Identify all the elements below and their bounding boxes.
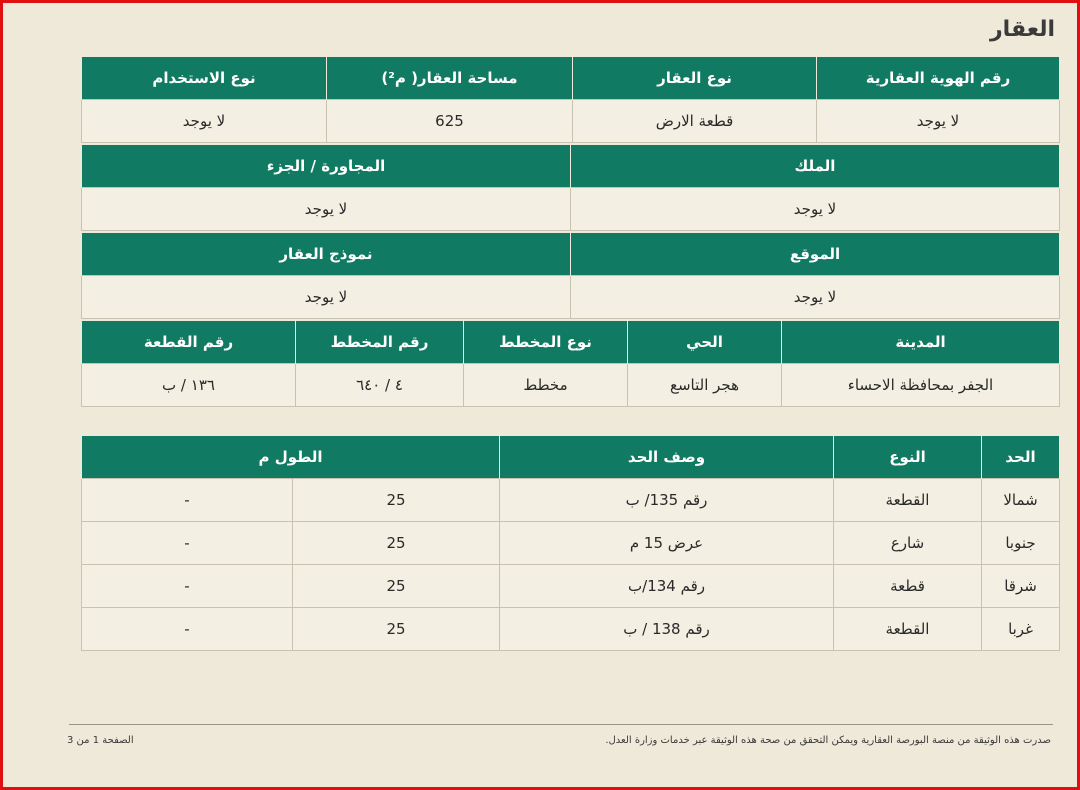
boundary-extra: -	[82, 479, 293, 522]
address-table	[81, 321, 1060, 407]
header-location: الموقع	[571, 233, 1060, 276]
header-boundary-type: النوع	[834, 436, 982, 479]
boundary-type: شارع	[834, 522, 982, 565]
boundary-side: جنوبا	[982, 522, 1060, 565]
value-adjacent-part: لا يوجد	[82, 188, 571, 231]
header-district: الحي	[628, 321, 782, 364]
boundary-desc: رقم 134/ب	[500, 565, 834, 608]
boundary-desc: عرض 15 م	[500, 522, 834, 565]
footer-page-number: الصفحة 1 من 3	[67, 735, 134, 746]
boundary-side: شمالا	[982, 479, 1060, 522]
boundary-desc: رقم 138 / ب	[500, 608, 834, 651]
value-owner: لا يوجد	[571, 188, 1060, 231]
value-district: هجر التاسع	[628, 364, 782, 407]
header-boundary: الحد	[982, 436, 1060, 479]
value-plan-number: ٤ / ٦٤٠	[296, 364, 464, 407]
header-plot-number: رقم القطعة	[82, 321, 296, 364]
value-location: لا يوجد	[571, 276, 1060, 319]
header-property-model: نموذج العقار	[82, 233, 571, 276]
page-title: العقار	[990, 17, 1055, 42]
header-city: المدينة	[782, 321, 1060, 364]
footer-divider	[69, 724, 1053, 725]
header-property-id: رقم الهوية العقارية	[817, 57, 1060, 100]
header-property-type: نوع العقار	[573, 57, 817, 100]
value-property-type: قطعة الارض	[573, 100, 817, 143]
boundary-type: القطعة	[834, 479, 982, 522]
property-info-table	[81, 57, 1060, 143]
header-boundary-desc: وصف الحد	[500, 436, 834, 479]
boundary-side: شرقا	[982, 565, 1060, 608]
value-plan-type: مخطط	[464, 364, 628, 407]
boundary-extra: -	[82, 565, 293, 608]
value-city: الجفر بمحافظة الاحساء	[782, 364, 1060, 407]
boundary-length: 25	[293, 479, 500, 522]
table-row	[82, 522, 1060, 565]
header-usage-type: نوع الاستخدام	[82, 57, 327, 100]
table-row	[82, 479, 1060, 522]
boundary-length: 25	[293, 565, 500, 608]
value-property-area: 625	[327, 100, 573, 143]
footer-note: صدرت هذه الوثيقة من منصة البورصة العقارية ويمكن التحقق من صحة هذه الوثيقة عبر خدمات وزارة العدل.	[605, 735, 1051, 746]
boundaries-table	[81, 436, 1060, 651]
table-row	[82, 565, 1060, 608]
header-owner: الملك	[571, 145, 1060, 188]
header-plan-type: نوع المخطط	[464, 321, 628, 364]
header-property-area: مساحة العقار( م²)	[327, 57, 573, 100]
value-usage-type: لا يوجد	[82, 100, 327, 143]
header-adjacent-part: المجاورة / الجزء	[82, 145, 571, 188]
boundary-type: القطعة	[834, 608, 982, 651]
value-property-model: لا يوجد	[82, 276, 571, 319]
ownership-table	[81, 145, 1060, 231]
boundary-length: 25	[293, 608, 500, 651]
table-row	[82, 608, 1060, 651]
boundary-length: 25	[293, 522, 500, 565]
boundary-side: غربا	[982, 608, 1060, 651]
boundary-extra: -	[82, 522, 293, 565]
value-plot-number: ١٣٦ / ب	[82, 364, 296, 407]
value-property-id: لا يوجد	[817, 100, 1060, 143]
header-plan-number: رقم المخطط	[296, 321, 464, 364]
location-table	[81, 233, 1060, 319]
boundary-type: قطعة	[834, 565, 982, 608]
boundary-extra: -	[82, 608, 293, 651]
header-boundary-length: الطول م	[82, 436, 500, 479]
boundary-desc: رقم 135/ ب	[500, 479, 834, 522]
